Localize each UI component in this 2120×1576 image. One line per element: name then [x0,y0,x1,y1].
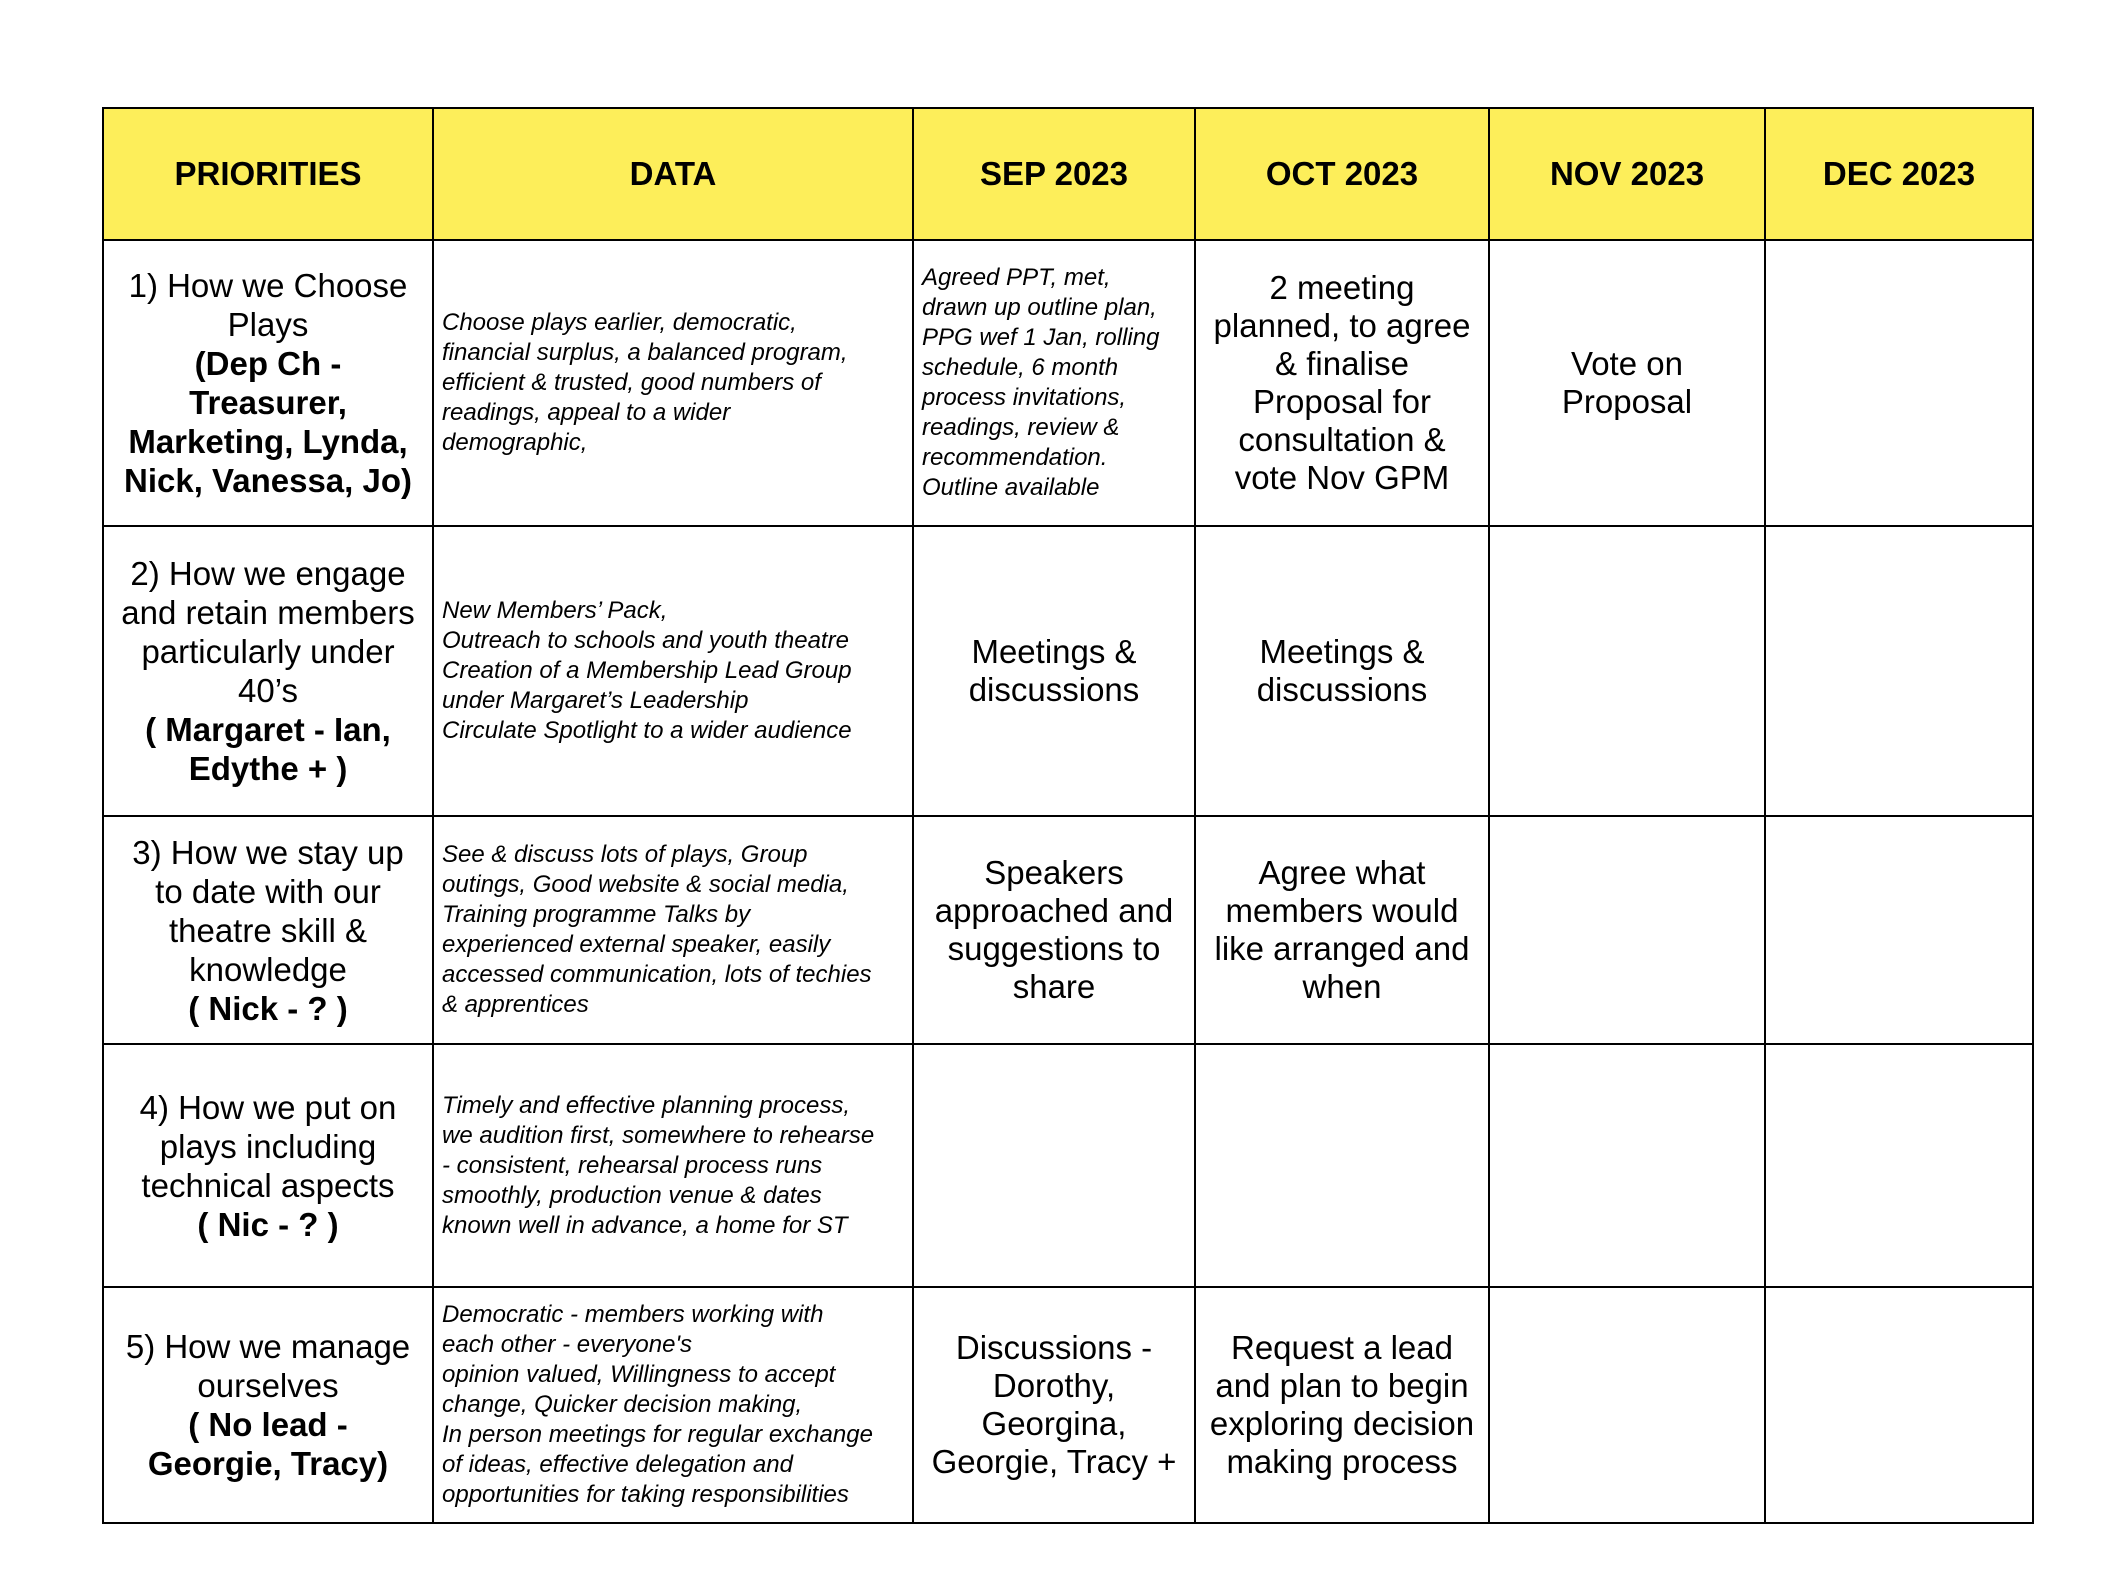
data-text: - consistent, rehearsal process runs [442,1151,823,1179]
data-text: each other - everyone's [442,1331,693,1358]
data-text: In person meetings for regular exchange [442,1421,873,1448]
header-sep-2023: SEP 2023 [913,108,1195,240]
priority-text: theatre skill & [168,911,368,949]
data-cell [433,526,913,816]
header-data: DATA [433,108,913,240]
data-text: known well in advance, a home for ST [442,1211,848,1239]
data-text: Democratic - members working with [442,1301,824,1328]
status-text: planned, to agree [1213,307,1471,344]
data-text: Training programme Talks by [442,901,751,928]
data-text: opportunities for taking responsibilities [442,1481,849,1508]
data-text: efficient & trusted, good numbers of [442,369,821,396]
header-nov-2023: NOV 2023 [1489,108,1765,240]
priority-cell [103,1287,433,1523]
status-text: discussions [968,671,1140,708]
priority-text: knowledge [189,950,347,988]
data-text: Creation of a Membership Lead Group [442,657,852,684]
table-row [103,1287,2033,1523]
data-text: financial surplus, a balanced program, [442,339,848,366]
priority-lead: ( Margaret - Ian, [145,711,391,748]
header-priorities: PRIORITIES [103,108,433,240]
oct-2023-cell [1195,1287,1489,1523]
data-text: experienced external speaker, easily [442,931,831,958]
priority-text: 3) How we stay up [132,833,404,871]
status-text: Vote on [1571,345,1683,382]
priorities-table [102,107,2034,1524]
data-text: under Margaret’s Leadership [442,687,749,714]
priority-text: 2) How we engage [130,555,406,592]
dec-2023-cell [1765,526,2033,816]
dec-2023-cell [1765,240,2033,526]
data-text: See & discuss lots of plays, Group [442,841,808,868]
data-cell [433,1044,913,1287]
status-text: Agreed PPT, met, [922,264,1111,291]
status-text: Proposal [1561,383,1693,420]
status-text: Dorothy, [992,1367,1116,1404]
status-text: Proposal for [1253,383,1431,420]
priority-cell [103,816,433,1044]
dec-2023-cell [1765,816,2033,1044]
priority-lead: Georgie, Tracy) [147,1445,389,1482]
oct-2023-cell [1195,816,1489,1044]
status-text: Request a lead [1231,1329,1453,1366]
status-text: & finalise [1275,345,1409,382]
oct-2023-cell [1195,1044,1489,1287]
data-text: Choose plays earlier, democratic, [442,309,797,336]
data-cell [433,240,913,526]
priority-text: Plays [227,306,309,343]
status-text: exploring decision [1209,1405,1475,1442]
status-text: Meetings & [1259,633,1425,670]
status-text: share [1012,968,1096,1005]
sep-2023-cell [913,526,1195,816]
priority-text: and retain members [121,594,415,631]
data-text: we audition first, somewhere to rehearse [442,1121,875,1149]
status-text: Outline available [922,474,1100,501]
oct-2023-cell [1195,526,1489,816]
priority-lead: ( No lead - [188,1406,348,1443]
sep-2023-cell [913,816,1195,1044]
priority-lead: Edythe + ) [188,750,348,787]
data-cell [433,816,913,1044]
status-text: suggestions to [947,930,1161,967]
priority-lead: ( Nick - ? ) [188,989,348,1027]
status-text: drawn up outline plan, [922,294,1157,321]
status-text: process invitations, [922,384,1127,411]
priority-text: particularly under [141,633,395,670]
data-text: Outreach to schools and youth theatre [442,627,849,654]
data-text: opinion valued, Willingness to accept [442,1361,836,1388]
nov-2023-cell [1489,1044,1765,1287]
data-text: New Members’ Pack, [442,597,668,624]
priority-text: technical aspects [141,1166,395,1204]
priority-lead: ( Nic - ? ) [197,1205,339,1243]
status-text: like arranged and [1214,930,1470,967]
priority-text: plays including [159,1127,377,1165]
priority-text: ourselves [197,1367,339,1404]
status-text: schedule, 6 month [922,354,1119,381]
data-text: & apprentices [442,991,589,1018]
status-text: members would [1225,892,1459,929]
dec-2023-cell [1765,1287,2033,1523]
status-text: Georgina, [981,1405,1127,1442]
priority-cell [103,240,433,526]
status-text: discussions [1256,671,1428,708]
priority-lead: Treasurer, [189,384,347,421]
sep-2023-cell [913,240,1195,526]
table-row [103,816,2033,1044]
table-row [103,526,2033,816]
table-row [103,1044,2033,1287]
status-text: recommendation. [922,444,1108,471]
table-row [103,240,2033,526]
status-text: readings, review & [922,414,1120,441]
nov-2023-cell [1489,240,1765,526]
status-text: when [1302,968,1382,1005]
priority-cell [103,1044,433,1287]
status-text: Agree what [1258,854,1426,891]
status-text: Discussions - [955,1329,1153,1366]
header-dec-2023: DEC 2023 [1765,108,2033,240]
status-text: Meetings & [971,633,1137,670]
data-text: smoothly, production venue & dates [442,1181,822,1209]
nov-2023-cell [1489,816,1765,1044]
status-text: PPG wef 1 Jan, rolling [922,324,1160,351]
priority-lead: Marketing, Lynda, [128,423,408,460]
status-text: approached and [934,892,1174,929]
priority-text: 4) How we put on [139,1088,397,1126]
table-body [103,240,2033,1523]
data-text: change, Quicker decision making, [442,1391,803,1418]
priority-text: 1) How we Choose [128,267,408,304]
nov-2023-cell [1489,1287,1765,1523]
status-text: Georgie, Tracy + [931,1443,1177,1480]
priority-text: to date with our [155,872,381,910]
header-row [103,108,2033,240]
data-text: accessed communication, lots of techies [442,961,872,988]
sep-2023-cell [913,1044,1195,1287]
data-cell [433,1287,913,1523]
priority-lead: (Dep Ch - [194,345,342,382]
data-text: outings, Good website & social media, [442,871,849,898]
data-text: Circulate Spotlight to a wider audience [442,717,852,744]
priority-cell [103,526,433,816]
status-text: making process [1226,1443,1458,1480]
header-oct-2023: OCT 2023 [1195,108,1489,240]
dec-2023-cell [1765,1044,2033,1287]
priority-lead: Nick, Vanessa, Jo) [124,462,412,499]
data-text: Timely and effective planning process, [442,1091,850,1119]
status-text: and plan to begin [1215,1367,1469,1404]
status-text: vote Nov GPM [1234,459,1450,496]
status-text: Speakers [984,854,1124,891]
data-text: readings, appeal to a wider [442,399,731,426]
sep-2023-cell [913,1287,1195,1523]
data-text: of ideas, effective delegation and [442,1451,793,1478]
priority-text: 40’s [238,672,298,709]
nov-2023-cell [1489,526,1765,816]
status-text: 2 meeting [1269,269,1415,306]
priority-text: 5) How we manage [125,1328,411,1365]
oct-2023-cell [1195,240,1489,526]
status-text: consultation & [1238,421,1446,458]
data-text: demographic, [442,429,588,456]
